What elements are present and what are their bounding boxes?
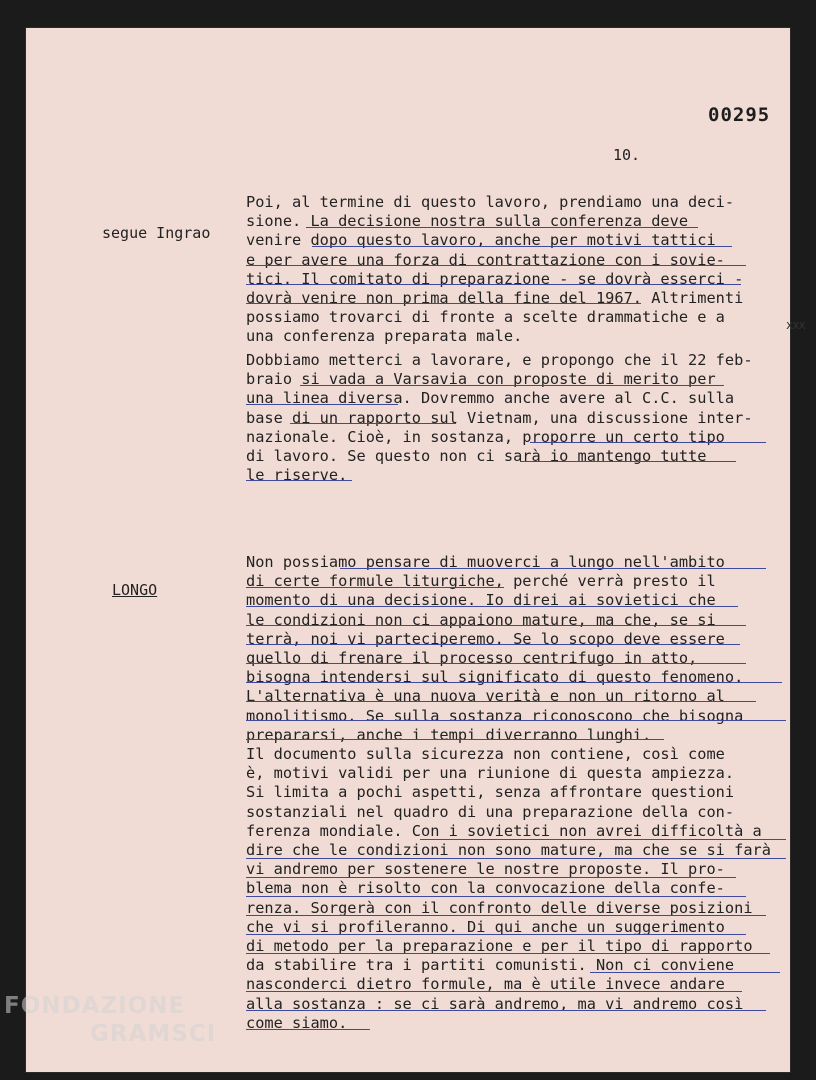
text-line: sione. La decisione nostra sulla conferenza deve <box>246 212 689 231</box>
text-line: nazionale. Cioè, in sostanza, proporre un certo tipo <box>246 427 725 446</box>
document-number: 00295 <box>708 104 771 126</box>
ingrao-paragraph-2 <box>246 351 753 485</box>
text-line: di lavoro. Se questo non ci sarà io mantengo tutte <box>246 447 707 466</box>
text-line: dire che le condizioni non sono mature, ma che se si farà <box>246 841 771 860</box>
text-line: una linea diversa. Dovremmo anche avere al C.C. sulla <box>246 389 735 408</box>
speaker-ingrao: segue Ingrao <box>102 224 211 242</box>
pen-underline <box>530 442 766 443</box>
text-line: di certe formule liturgiche, perché verrà presto il <box>246 572 716 591</box>
pen-underline <box>420 839 786 840</box>
page-number: 10. <box>613 146 641 164</box>
pen-underline <box>246 991 742 992</box>
pen-underline <box>246 606 738 607</box>
text-line: tici. Il comitato di preparazione - se dovrà esserci - <box>246 269 744 288</box>
pen-underline <box>246 1010 766 1011</box>
text-line: ferenza mondiale. Con i sovietici non avrei difficoltà a <box>246 821 762 840</box>
text-line: momento di una decisione. Io direi ai sovietici che <box>246 591 716 610</box>
speaker-longo: LONGO <box>112 581 158 599</box>
pen-underline <box>340 568 766 569</box>
longo-paragraph-2 <box>246 745 771 1033</box>
pen-underline <box>246 701 756 702</box>
text-line: come siamo. <box>246 1013 348 1032</box>
pen-underline <box>246 625 746 626</box>
text-line: è, motivi validi per una riunione di questa ampiezza. <box>246 764 735 783</box>
text-line: alla sostanza : se ci sarà andremo, ma vi andremo così <box>246 994 744 1013</box>
pen-underline <box>246 720 786 721</box>
pen-underline <box>312 246 732 247</box>
text-line: monolitismo. Se sulla sostanza riconoscono che bisogna <box>246 706 744 725</box>
text-line: le condizioni non ci appaiono mature, ma che, se si <box>246 610 716 629</box>
pen-underline <box>246 644 740 645</box>
pen-underline <box>246 953 770 954</box>
text-line: nasconderci dietro formule, ma è utile invece andare <box>246 975 725 994</box>
text-line: bisogna intendersi sul significato di questo fenomeno. <box>246 668 744 687</box>
pen-underline <box>246 877 736 878</box>
text-line: e per avere una forza di contrattazione con i sovie- <box>246 250 725 269</box>
pen-underline <box>246 682 782 683</box>
text-line: Non possiamo pensare di muoverci a lungo nell'ambito <box>246 553 725 571</box>
pen-underline <box>246 1029 370 1030</box>
text-line: possiamo trovarci di fronte a scelte drammatiche e a <box>246 308 725 327</box>
pen-underline <box>246 587 504 588</box>
watermark-line-1: FONDAZIONE <box>4 993 186 1019</box>
pen-underline <box>246 284 741 285</box>
text-line: dovrà venire non prima della fine del 1967. Altrimenti <box>246 289 744 308</box>
pen-underline <box>246 934 746 935</box>
text-line: Il documento sulla sicurezza non contiene, così come <box>246 745 725 763</box>
longo-paragraph-1 <box>246 553 743 745</box>
pen-underline <box>246 404 398 405</box>
side-mark: xxx <box>786 318 805 332</box>
pen-underline <box>290 423 456 424</box>
text-line: terrà, noi vi parteciperemo. Se lo scopo deve essere <box>246 629 725 648</box>
pen-underline <box>246 303 641 304</box>
pen-underline <box>246 896 746 897</box>
ingrao-paragraph-1 <box>246 193 743 347</box>
pen-underline <box>246 663 746 664</box>
text-line: quello di frenare il processo centrifugo in atto, <box>246 649 698 668</box>
text-line: una conferenza preparata male. <box>246 327 523 346</box>
text-line: renza. Sorgerà con il confronto delle diverse posizioni <box>246 898 753 917</box>
pen-underline <box>246 739 664 740</box>
pen-underline <box>246 915 766 916</box>
pen-underline <box>246 265 746 266</box>
text-line: da stabilire tra i partiti comunisti. Non ci conviene <box>246 956 735 975</box>
pen-underline <box>590 972 780 973</box>
text-line: Si limita a pochi aspetti, senza affrontare questioni <box>246 783 735 802</box>
text-line: di metodo per la preparazione e per il tipo di rapporto <box>246 937 753 956</box>
fondazione-gramsci-watermark <box>4 992 216 1048</box>
text-line: Dobbiamo metterci a lavorare, e propongo che il 22 feb- <box>246 351 753 369</box>
text-line: che vi si profileranno. Di qui anche un suggerimento <box>246 917 725 936</box>
pen-underline <box>246 480 352 481</box>
text-line: braio si vada a Varsavia con proposte di merito per <box>246 370 716 389</box>
text-line: vi andremo per sostenere le nostre proposte. Il pro- <box>246 860 725 879</box>
pen-underline <box>306 227 698 228</box>
text-line: blema non è risolto con la convocazione della confe- <box>246 879 725 898</box>
text-line: L'alternativa è una nuova verità e non un ritorno al <box>246 687 725 706</box>
text-line: prepararsi, anche i tempi diverranno lunghi. <box>246 725 652 744</box>
text-line: venire dopo questo lavoro, anche per motivi tattici <box>246 231 716 250</box>
watermark-line-2: GRAMSCI <box>90 1021 217 1047</box>
text-line: Poi, al termine di questo lavoro, prendiamo una deci- <box>246 193 735 211</box>
text-line: sostanziali nel quadro di una preparazione della con- <box>246 802 735 821</box>
text-line: le riserve. <box>246 466 348 485</box>
pen-underline <box>300 385 724 386</box>
text-line: base di un rapporto sul Vietnam, una discussione inter- <box>246 408 753 427</box>
pen-underline <box>246 858 786 859</box>
pen-underline <box>520 461 736 462</box>
